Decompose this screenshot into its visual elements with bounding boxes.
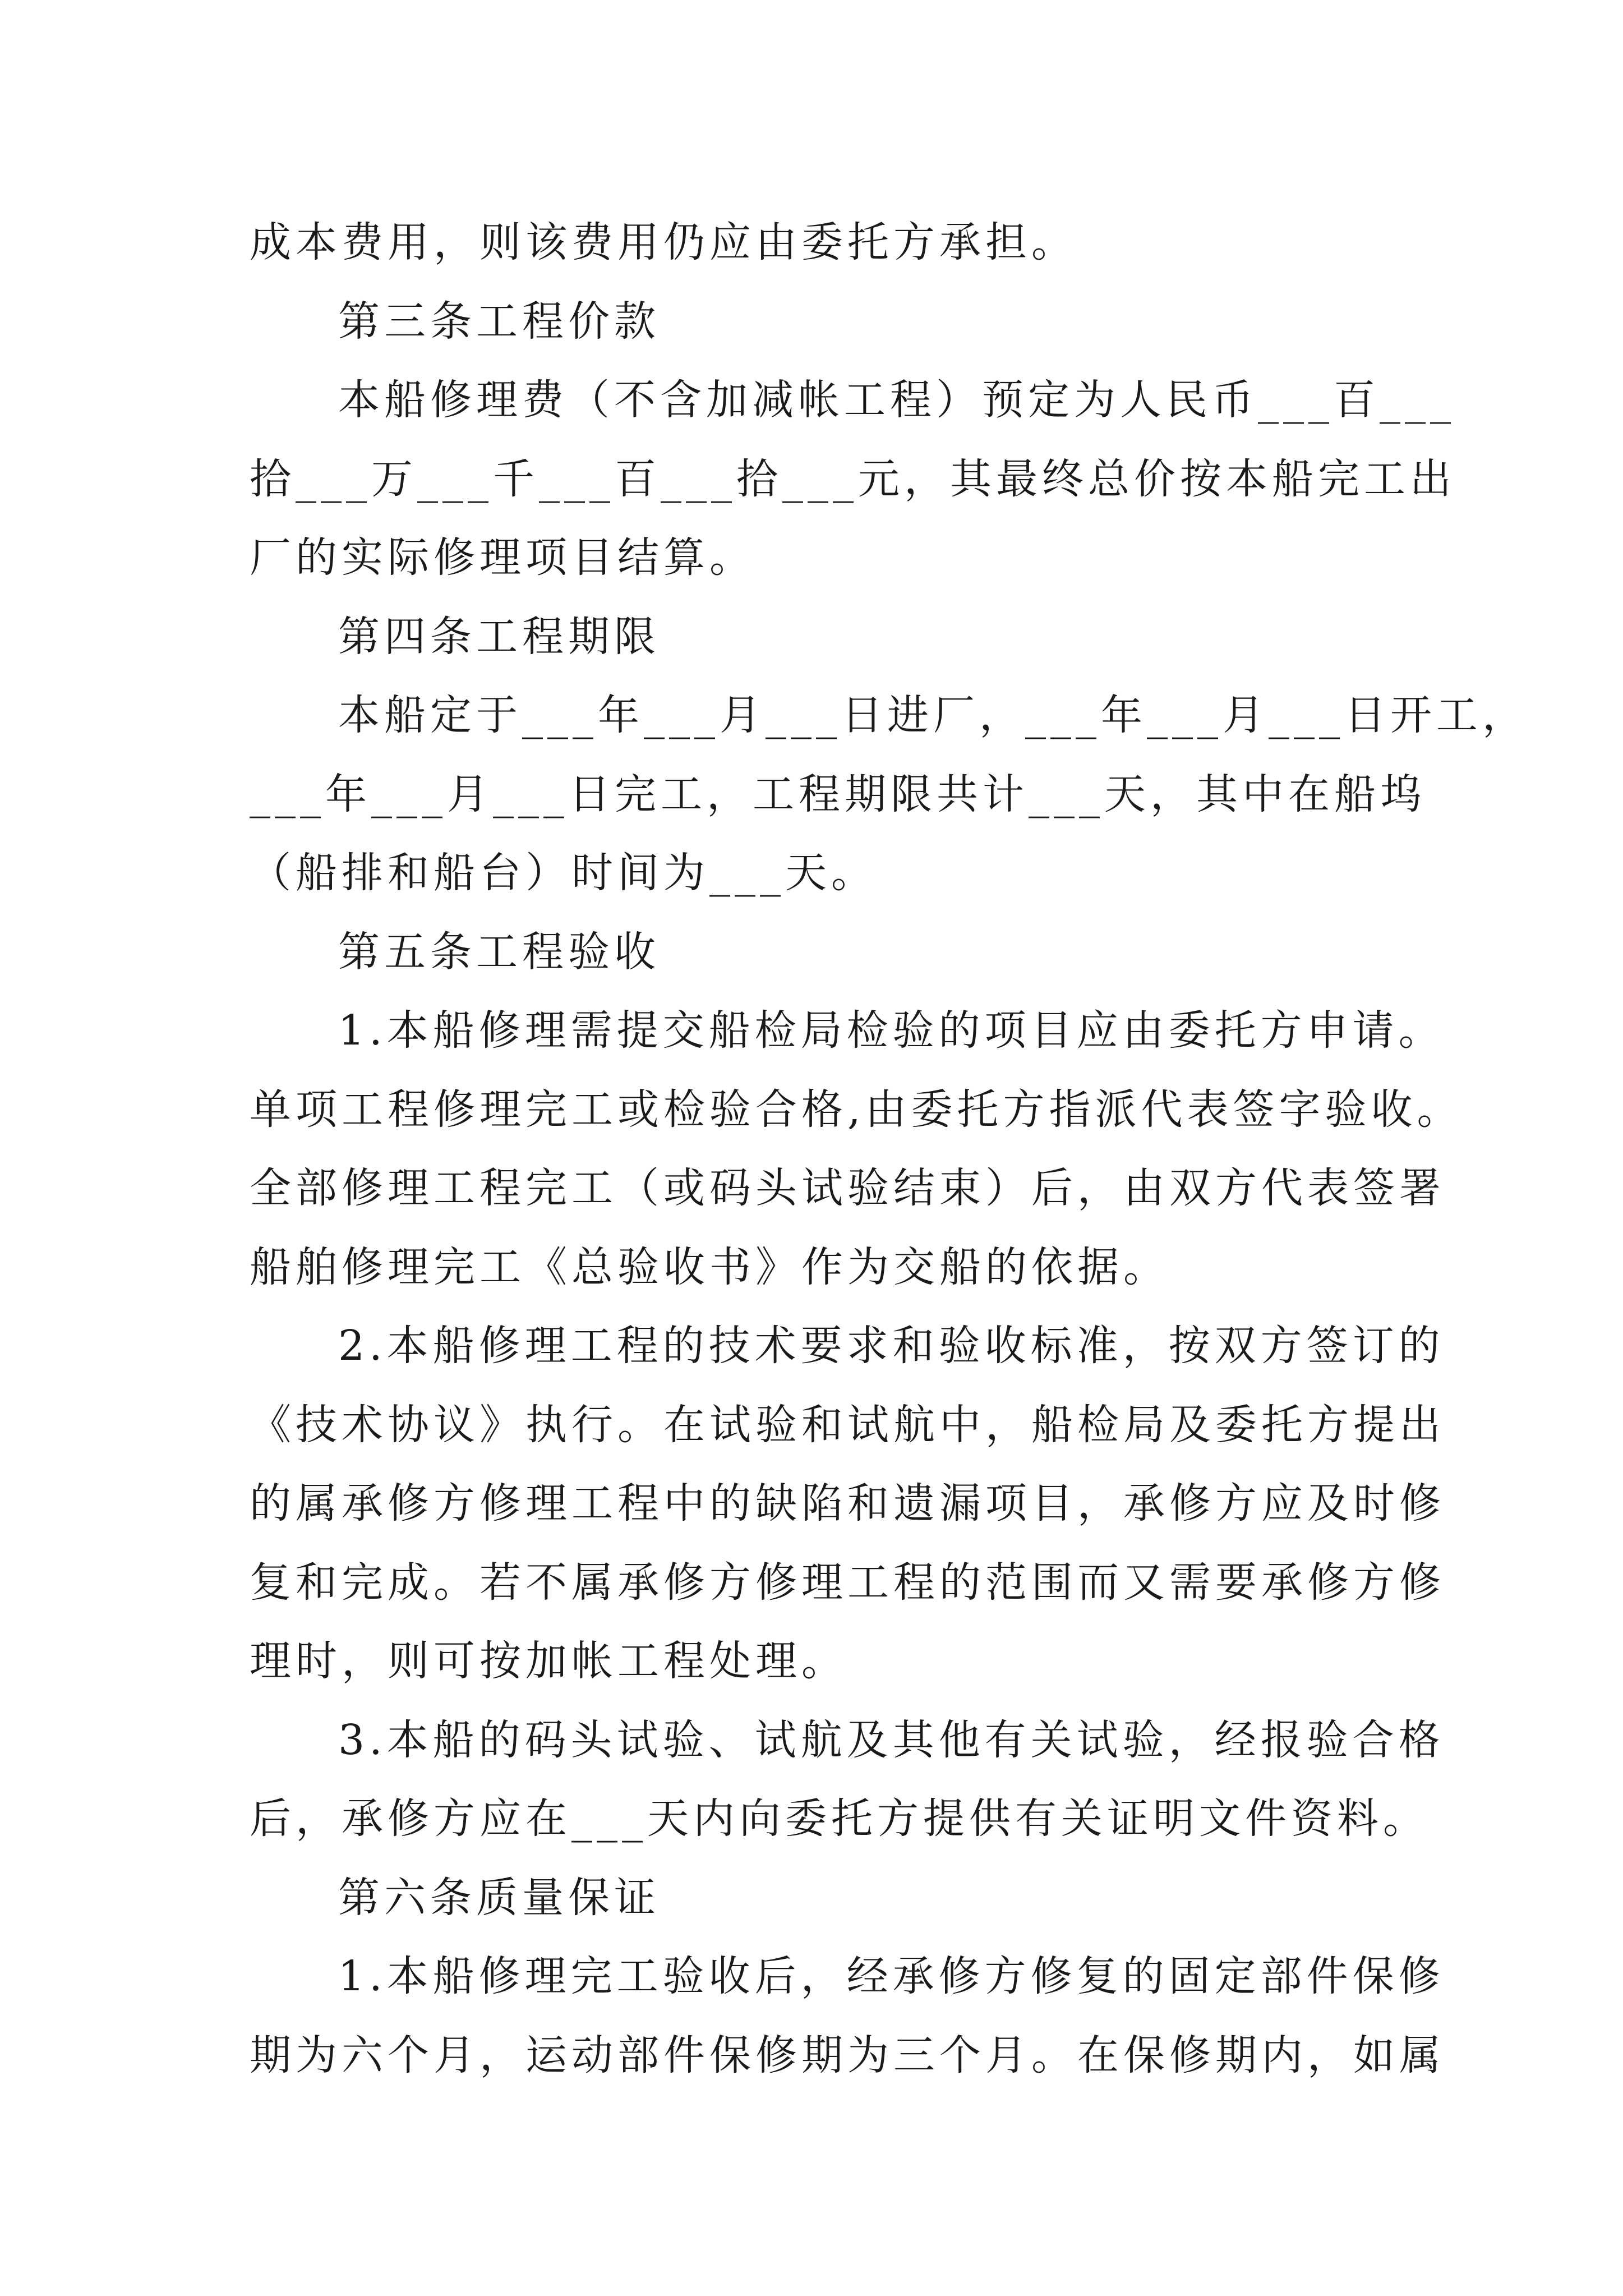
document-body	[250, 203, 1528, 2095]
text-line: 《技术协议》执行。在试验和试航中，船检局及委托方提出	[250, 1400, 1445, 1449]
text-line: 单项工程修理完工或检验合格,由委托方指派代表签字验收。	[250, 1085, 1463, 1134]
section-heading: 第五条工程验收	[338, 927, 660, 976]
text-line: ___年___月___日完工，工程期限共计___天，其中在船坞	[250, 770, 1426, 818]
text-line: 1.本船修理完工验收后，经承修方修复的固定部件保修	[338, 1952, 1445, 2000]
text-line: 后，承修方应在___天内向委托方提供有关证明文件资料。	[250, 1795, 1429, 1843]
section-heading: 第四条工程期限	[338, 612, 660, 661]
text-line: （船排和船台）时间为___天。	[250, 849, 877, 897]
text-line: 船舶修理完工《总验收书》作为交船的依据。	[250, 1243, 1169, 1291]
text-line: 2.本船修理工程的技术要求和验收标准，按双方签订的	[338, 1322, 1445, 1370]
section-heading: 第三条工程价款	[338, 297, 660, 346]
text-line: 1.本船修理需提交船检局检验的项目应由委托方申请。	[338, 1006, 1445, 1055]
text-line: 拾___万___千___百___拾___元，其最终总价按本船完工出	[250, 454, 1456, 503]
text-line: 期为六个月，运动部件保修期为三个月。在保修期内，如属	[250, 2031, 1445, 2079]
text-line: 厂的实际修理项目结算。	[250, 533, 755, 582]
text-line: 的属承修方修理工程中的缺陷和遗漏项目，承修方应及时修	[250, 1479, 1445, 1527]
text-line: 3.本船的码头试验、试航及其他有关试验，经报验合格	[338, 1715, 1445, 1764]
section-heading: 第六条质量保证	[338, 1873, 660, 1922]
text-line: 复和完成。若不属承修方修理工程的范围而又需要承修方修	[250, 1558, 1445, 1607]
text-line: 本船定于___年___月___日进厂，___年___月___日开工，	[338, 691, 1528, 739]
text-line: 成本费用，则该费用仍应由委托方承担。	[250, 218, 1077, 266]
text-line: 理时，则可按加帐工程处理。	[250, 1637, 847, 1685]
text-line: 全部修理工程完工（或码头试验结束）后，由双方代表签署	[250, 1164, 1445, 1212]
text-line: 本船修理费（不含加减帐工程）预定为人民币___百___	[338, 376, 1455, 424]
